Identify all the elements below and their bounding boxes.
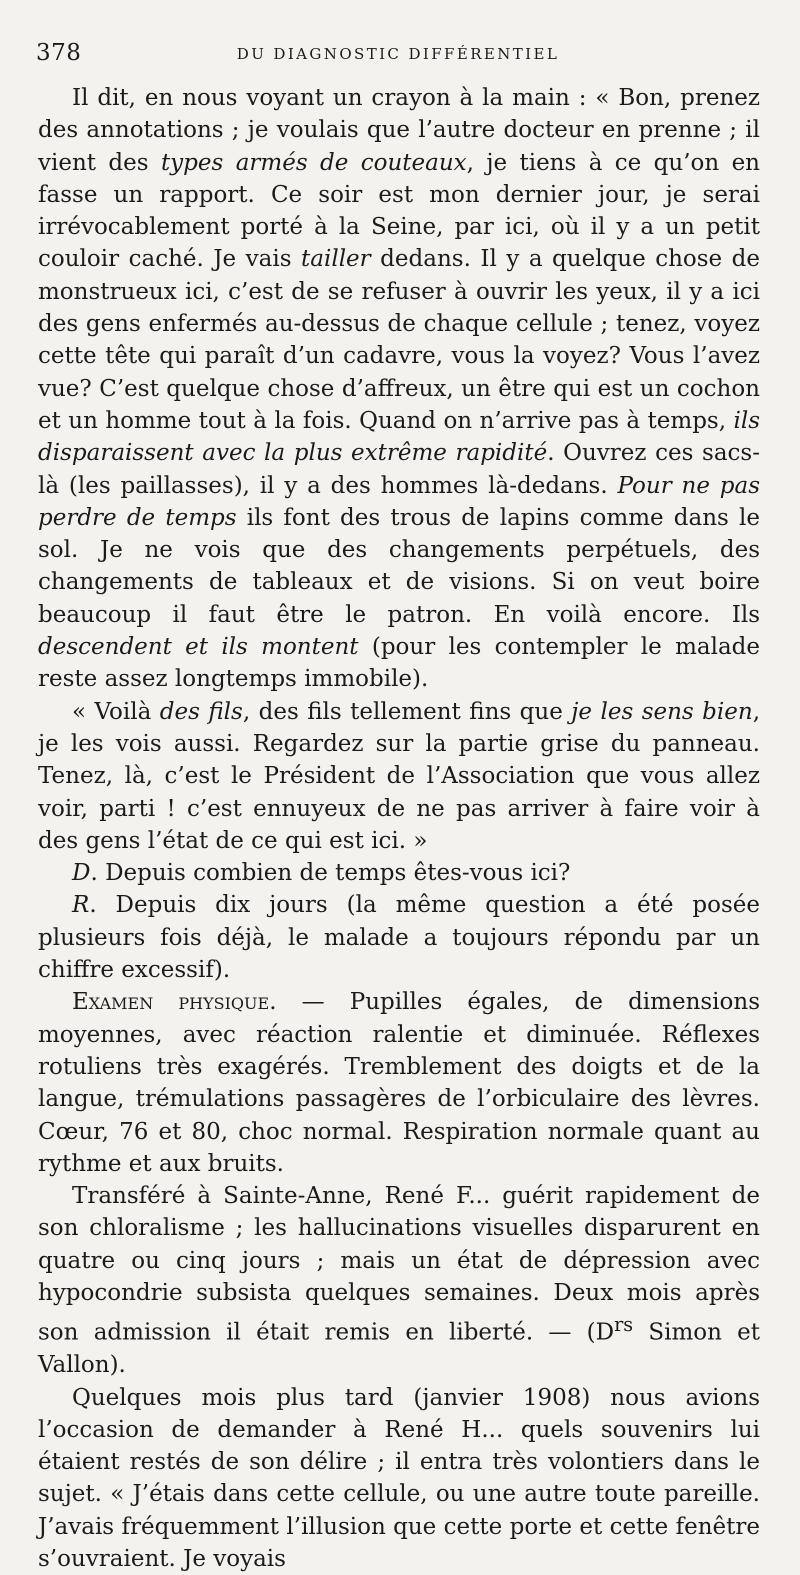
text-run: — Pupilles égales, de dimensions moyennes, avec réaction ralentie et diminuée. Réflexes rotuliens très exagérés. Tremblement des doigts et de la langue, trémulations passagères de l’orbiculaire des lèvres. Cœur, 76 et 80, choc normal. Respiration normale quant au rythme et aux bruits. <box>38 989 760 1177</box>
running-title: DU DIAGNOSTIC DIFFÉRENTIEL <box>236 45 560 63</box>
paragraph <box>38 857 760 889</box>
italic-text: descendent et ils montent <box>38 634 359 661</box>
italic-text: ils disparaissent avec la plus extrême rapidité <box>38 407 760 467</box>
text-run: Quelques mois plus tard (janvier 1908) nous avions l’occasion de demander à René H... quels souvenirs lui étaient restés de son délire ; il entra très volontiers dans le sujet. « J’étais dans cette cellule, ou une autre toute pareille. J’avais fréquemment l’illusion que cette porte et cette fenêtre s’ouvraient. Je voyais <box>38 1384 760 1573</box>
body-text <box>38 82 760 1575</box>
text-run: « Voilà <box>72 698 160 725</box>
text-run: dedans. Il y a quelque chose de monstrueux ici, c’est de se refuser à ouvrir les yeux, il y a ici des gens enfermés au-dessus de chaque cellule ; tenez, voyez cette tête qui paraît d’un cadavre, vous la voyez? Vous l’avez vue? C’est quelque chose d’affreux, un être qui est un cochon et un homme tout à la fois. Quand on n’arrive pas à temps, <box>38 246 760 434</box>
italic-text: des fils <box>159 698 243 725</box>
paragraph <box>38 82 760 696</box>
text-run: , des fils tellement fins que <box>242 698 572 725</box>
italic-text: R <box>72 892 90 919</box>
text-run: Il dit, en nous voyant un crayon à la main : « Bon, prenez des annotations ; je voulais que l’autre docteur en prenne ; il vient des <box>38 85 760 176</box>
text-run: Transféré à Sainte-Anne, René F... guérit rapidement de son chloralisme ; les hallucinations visuelles disparurent en quatre ou cinq jours ; mais un état de dépression avec hypocondrie subsista quelques semaines. Deux mois après son admission il était remis en liberté. — (D <box>38 1183 760 1346</box>
page-header <box>36 40 760 74</box>
italic-text: types armés de couteaux <box>160 149 467 176</box>
paragraph <box>38 1180 760 1381</box>
page-number: 378 <box>36 40 82 66</box>
text-run: ils font des trous de lapins comme dans le sol. Je ne vois que des changements perpétuels, des changements de tableaux et de visions. Si on veut boire beaucoup il faut être le patron. En voilà encore. Ils <box>38 504 760 628</box>
text-run: . Depuis combien de temps êtes-vous ici? <box>90 860 571 887</box>
text-run: , je les vois aussi. Regardez sur la partie grise du panneau. Tenez, là, c’est le Président de l’Association que vous allez voir, parti ! c’est ennuyeux de ne pas arriver à faire voir à des gens l’état de ce qui est ici. » <box>38 698 761 854</box>
text-run: . Ouvrez ces sacs-là (les paillasses), il y a des hommes là-dedans. <box>38 440 760 499</box>
text-run: Simon et Vallon). <box>38 1319 761 1379</box>
paragraph <box>38 1382 760 1575</box>
italic-text: je les sens bien <box>571 698 753 725</box>
text-run: (pour les contempler le malade reste assez longtemps immobile). <box>38 634 760 693</box>
small-caps-heading: Examen physique. <box>72 989 277 1016</box>
text-run: , je tiens à ce qu’on en fasse un rapport. Ce soir est mon dernier jour, je serai irrévocablement porté à la Seine, par ici, où il y a un petit couloir caché. Je vais <box>38 149 760 273</box>
paragraph <box>38 696 760 857</box>
italic-text: D <box>72 860 91 887</box>
paragraph <box>38 889 760 986</box>
paragraph <box>38 986 760 1180</box>
text-run: rs <box>614 1313 634 1337</box>
italic-text: Pour ne pas perdre de temps <box>38 472 761 531</box>
italic-text: tailler <box>301 246 371 273</box>
text-run: . Depuis dix jours (la même question a été posée plusieurs fois déjà, le malade a toujours répondu par un chiffre excessif). <box>38 892 760 984</box>
